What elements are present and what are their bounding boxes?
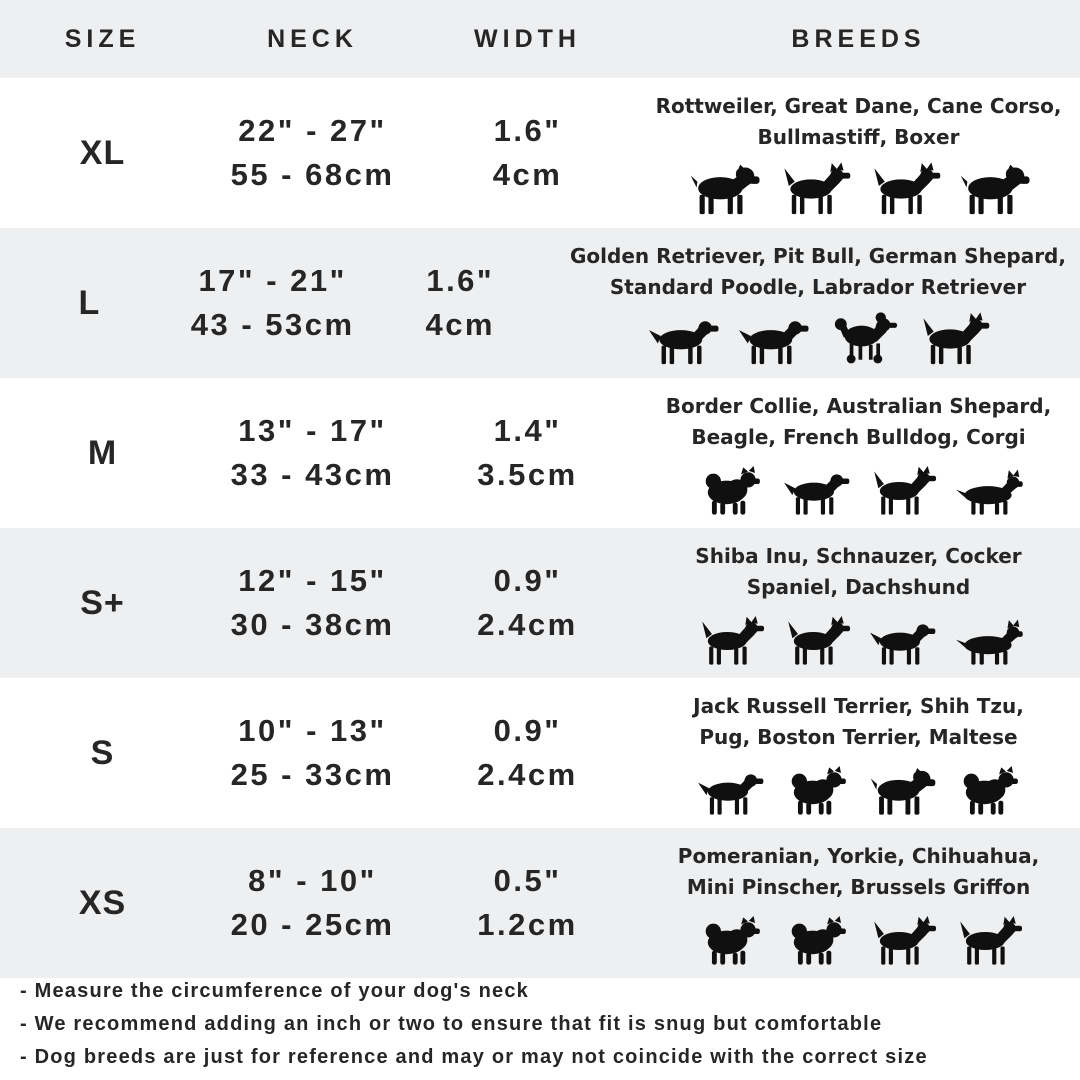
width-inches: 1.6" bbox=[493, 113, 562, 148]
table-row bbox=[0, 528, 1080, 678]
chihuahua-icon bbox=[867, 916, 937, 966]
bullmastiff-icon bbox=[957, 162, 1031, 216]
breed-names-line2: Beagle, French Bulldog, Corgi bbox=[691, 424, 1026, 449]
breed-names-line1: Pomeranian, Yorkie, Chihuahua, bbox=[677, 843, 1040, 868]
size-label: L bbox=[78, 283, 101, 322]
neck-inches: 10" - 13" bbox=[238, 713, 387, 748]
french-bulldog-icon bbox=[867, 466, 937, 516]
width-inches: 1.6" bbox=[426, 263, 495, 298]
table-row bbox=[0, 378, 1080, 528]
standard-poodle-icon bbox=[826, 312, 900, 366]
australian-shepherd-icon bbox=[695, 466, 765, 516]
size-label: S+ bbox=[80, 583, 125, 622]
breeds-cell bbox=[554, 241, 1080, 366]
neck-measurement bbox=[205, 559, 420, 647]
table-row bbox=[0, 228, 1080, 378]
width-measurement bbox=[420, 109, 635, 197]
breeds-cell bbox=[635, 91, 1080, 216]
breed-names-line1: Rottweiler, Great Dane, Cane Corso, bbox=[655, 93, 1062, 118]
width-cm: 2.4cm bbox=[477, 607, 578, 642]
beagle-icon bbox=[781, 466, 851, 516]
breed-names-line1: Border Collie, Australian Shepard, bbox=[665, 393, 1052, 418]
corgi-icon bbox=[953, 466, 1023, 516]
neck-measurement bbox=[205, 409, 420, 497]
dog-silhouettes bbox=[651, 758, 1066, 816]
size-label: XS bbox=[78, 883, 127, 922]
cane-corso-icon bbox=[867, 162, 941, 216]
width-inches: 0.5" bbox=[493, 863, 562, 898]
neck-cm: 30 - 38cm bbox=[230, 607, 395, 642]
shih-tzu-icon bbox=[781, 766, 851, 816]
size-label: S bbox=[90, 733, 115, 772]
neck-cm: 33 - 43cm bbox=[230, 457, 395, 492]
pomeranian-icon bbox=[695, 916, 765, 966]
width-inches: 0.9" bbox=[493, 563, 562, 598]
schnauzer-icon bbox=[781, 616, 851, 666]
neck-inches: 17" - 21" bbox=[198, 263, 347, 298]
table-row bbox=[0, 78, 1080, 228]
neck-inches: 8" - 10" bbox=[248, 863, 377, 898]
width-cm: 3.5cm bbox=[477, 457, 578, 492]
size-label: XL bbox=[79, 133, 126, 172]
yorkie-icon bbox=[781, 916, 851, 966]
jack-russell-terrier-icon bbox=[695, 766, 765, 816]
width-measurement bbox=[420, 709, 635, 797]
note-reference: - Dog breeds are just for reference and may or may not coincide with the correct size bbox=[20, 1046, 928, 1068]
maltese-icon bbox=[953, 766, 1023, 816]
neck-measurement bbox=[205, 859, 420, 947]
width-cm: 4cm bbox=[425, 307, 495, 342]
dachshund-icon bbox=[953, 616, 1023, 666]
breed-names-line2: Mini Pinscher, Brussels Griffon bbox=[686, 874, 1031, 899]
miniature-pinscher-icon bbox=[953, 916, 1023, 966]
width-inches: 0.9" bbox=[493, 713, 562, 748]
dog-silhouettes bbox=[570, 308, 1066, 366]
dog-silhouettes bbox=[651, 908, 1066, 966]
header-breeds: BREEDS bbox=[791, 24, 926, 53]
great-dane-icon bbox=[777, 162, 851, 216]
breeds-cell bbox=[635, 691, 1080, 816]
neck-measurement bbox=[179, 259, 367, 347]
pug-icon bbox=[867, 766, 937, 816]
width-measurement bbox=[420, 559, 635, 647]
table-header bbox=[0, 0, 1080, 78]
shiba-inu-icon bbox=[695, 616, 765, 666]
breeds-cell bbox=[635, 541, 1080, 666]
table-body bbox=[0, 78, 1080, 978]
width-cm: 1.2cm bbox=[477, 907, 578, 942]
width-measurement bbox=[420, 859, 635, 947]
breeds-cell bbox=[635, 391, 1080, 516]
neck-inches: 22" - 27" bbox=[238, 113, 387, 148]
size-label: M bbox=[87, 433, 118, 472]
neck-cm: 20 - 25cm bbox=[230, 907, 395, 942]
breed-names-line2: Bullmastiff, Boxer bbox=[757, 124, 960, 149]
german-shepherd-icon bbox=[916, 312, 990, 366]
rottweiler-icon bbox=[687, 162, 761, 216]
dog-silhouettes bbox=[651, 608, 1066, 666]
breeds-cell bbox=[635, 841, 1080, 966]
width-inches: 1.4" bbox=[493, 413, 562, 448]
neck-inches: 12" - 15" bbox=[238, 563, 387, 598]
breed-names-line2: Pug, Boston Terrier, Maltese bbox=[699, 724, 1018, 749]
width-measurement bbox=[366, 259, 554, 347]
note-recommend: - We recommend adding an inch or two to ensure that fit is snug but comfortable bbox=[20, 1013, 883, 1035]
neck-cm: 43 - 53cm bbox=[190, 307, 355, 342]
neck-measurement bbox=[205, 709, 420, 797]
breed-names-line1: Jack Russell Terrier, Shih Tzu, bbox=[693, 693, 1024, 718]
note-measure: - Measure the circumference of your dog's neck bbox=[20, 980, 529, 1002]
dog-silhouettes bbox=[651, 158, 1066, 216]
dog-silhouettes bbox=[651, 458, 1066, 516]
width-cm: 2.4cm bbox=[477, 757, 578, 792]
neck-cm: 25 - 33cm bbox=[230, 757, 395, 792]
neck-cm: 55 - 68cm bbox=[230, 157, 395, 192]
golden-retriever-icon bbox=[646, 312, 720, 366]
table-row bbox=[0, 828, 1080, 978]
breed-names-line2: Spaniel, Dachshund bbox=[746, 574, 971, 599]
cocker-spaniel-icon bbox=[867, 616, 937, 666]
width-measurement bbox=[420, 409, 635, 497]
neck-measurement bbox=[205, 109, 420, 197]
footer-notes bbox=[0, 978, 1080, 1080]
breed-names-line1: Shiba Inu, Schnauzer, Cocker bbox=[695, 543, 1022, 568]
table-row bbox=[0, 678, 1080, 828]
width-cm: 4cm bbox=[492, 157, 563, 192]
labrador-retriever-icon bbox=[736, 312, 810, 366]
header-size: SIZE bbox=[64, 24, 141, 53]
header-neck: NECK bbox=[267, 24, 358, 53]
breed-names-line2: Standard Poodle, Labrador Retriever bbox=[609, 274, 1027, 299]
neck-inches: 13" - 17" bbox=[238, 413, 387, 448]
header-width: WIDTH bbox=[474, 24, 581, 53]
breed-names-line1: Golden Retriever, Pit Bull, German Shepard, bbox=[570, 243, 1066, 268]
